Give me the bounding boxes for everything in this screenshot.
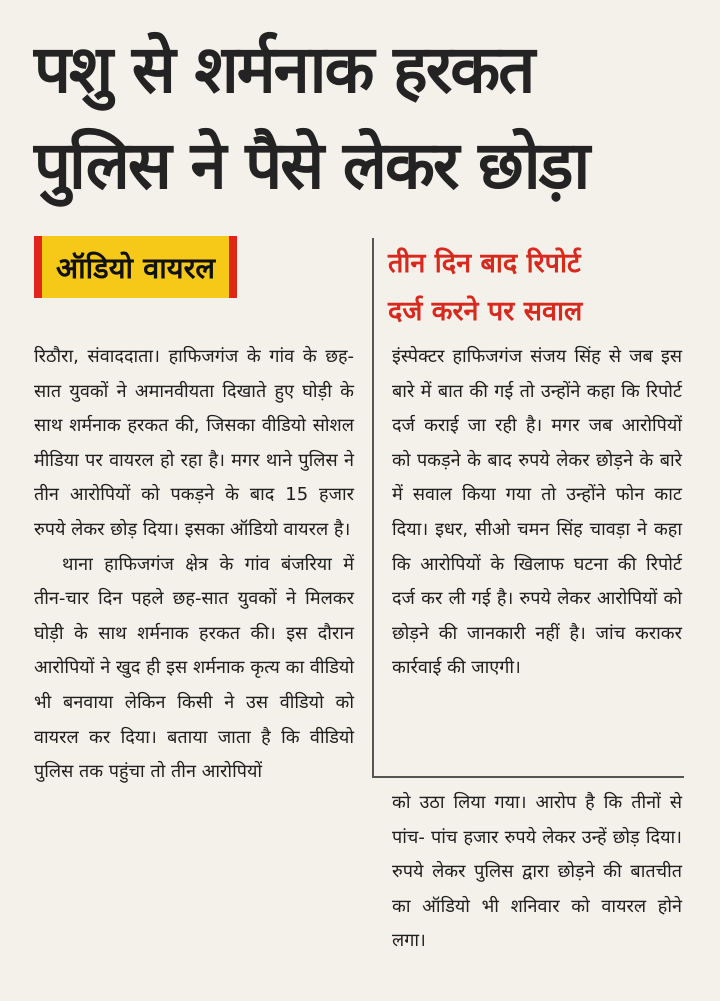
headline-line-1: पशु से शर्मनाक हरकत [34,31,534,108]
tag-right-bar [229,236,237,298]
tag-label: ऑडियो वायरल [42,236,229,298]
left-paragraph-1: रिठौरा, संवाददाता। हाफिजगंज के गांव के छह-सात युवकों ने अमानवीयता दिखाते हुए घोड़ी के साथ शर्मनाक हरकत की, जिसका वीडियो सोशल मीडिया पर वायरल हो रहा है। मगर थाने पुलिस ने तीन आरोपियों को पकड़ने के बाद 15 हजार रुपये लेकर छोड़ दिया। इसका ऑडियो वायरल है। [34,346,354,540]
sidebar-heading-line-2: दर्ज करने पर सवाल [388,296,583,327]
left-column [34,340,354,790]
column-divider-vertical [372,238,374,778]
sidebar-heading [388,240,688,336]
right-paragraph-1: इंस्पेक्टर हाफिजगंज संजय सिंह से जब इस बारे में बात की गई तो उन्होंने कहा कि रिपोर्ट दर्ज कराई जा रही है। मगर जब आरोपियों को पकड़ने के बाद रुपये लेकर छोड़ने के बारे में सवाल किया गया तो उन्होंने फोन काट दिया। इधर, सीओ चमन सिंह चावड़ा ने कहा कि आरोपियों के खिलाफ घटना की रिपोर्ट दर्ज कर ली गई है। रुपये लेकर आरोपियों को छोड़ने की जानकारी नहीं है। जांच कराकर कार्रवाई की जाएगी। [392,346,682,679]
bottom-right-column [392,786,682,959]
right-column [392,340,682,686]
tag-left-bar [34,236,42,298]
bottom-right-paragraph: को उठा लिया गया। आरोप है कि तीनों से पांच- पांच हजार रुपये लेकर उन्हें छोड़ दिया। रुपये लेकर पुलिस द्वारा छोड़ने की बातचीत का ऑडियो भी शनिवार को वायरल होने लगा। [392,792,682,952]
column-divider-horizontal [374,776,684,778]
audio-viral-tag [34,236,237,298]
headline-line-2: पुलिस ने पैसे लेकर छोड़ा [34,127,589,204]
left-paragraph-2: थाना हाफिजगंज क्षेत्र के गांव बंजरिया में तीन-चार दिन पहले छह-सात युवकों ने मिलकर घोड़ी के साथ शर्मनाक हरकत की। इस दौरान आरोपियों ने खुद ही इस शर्मनाक कृत्य का वीडियो भी बनवाया लेकिन किसी ने उस वीडियो को वायरल कर दिया। बताया जाता है कि वीडियो पुलिस तक पहुंचा तो तीन आरोपियों [34,553,354,783]
sidebar-heading-line-1: तीन दिन बाद रिपोर्ट [388,248,581,279]
